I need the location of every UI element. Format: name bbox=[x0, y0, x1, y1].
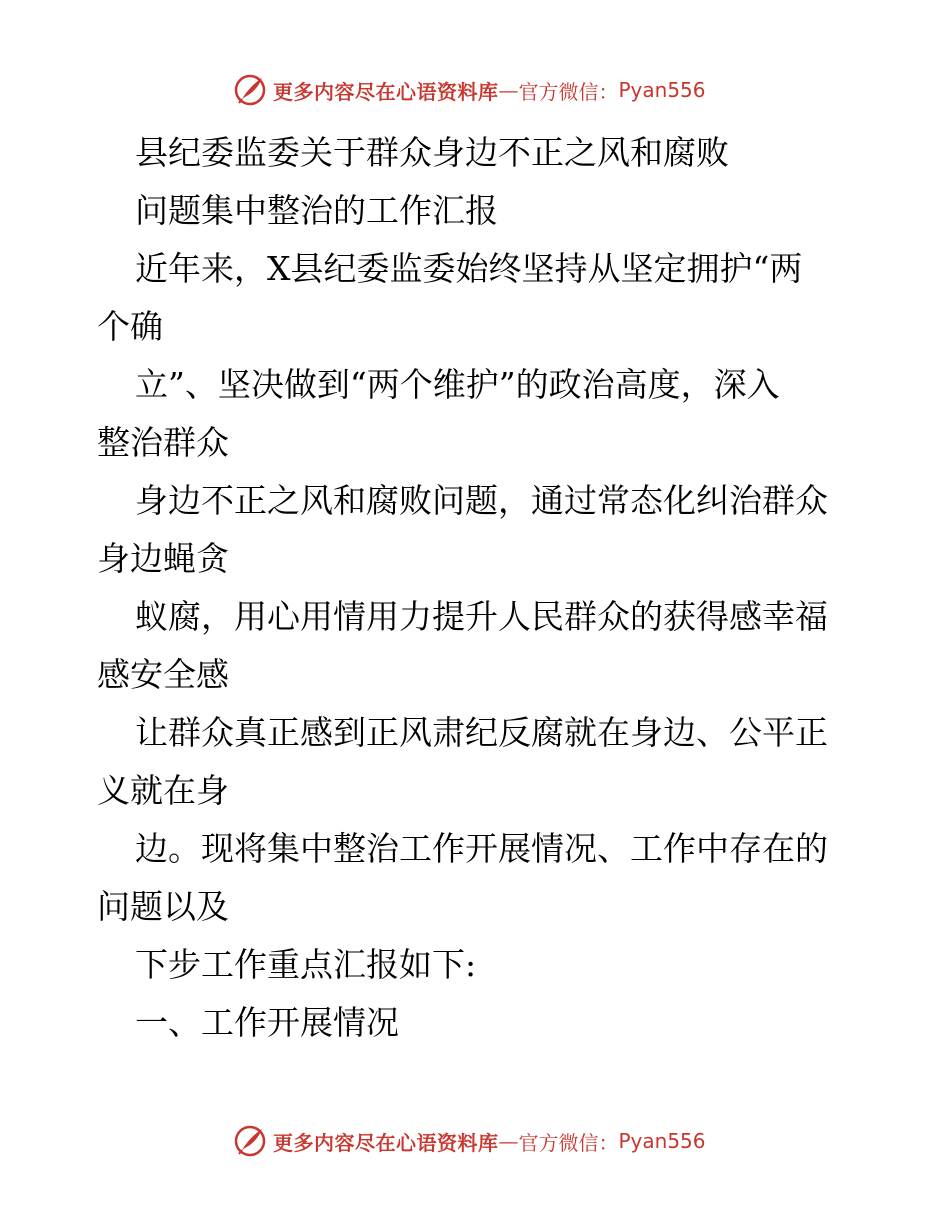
quill-pen-logo-icon bbox=[233, 73, 267, 107]
text-line: 身边不正之风和腐败问题，通过常态化纠治群众 bbox=[135, 481, 828, 520]
text-line: 个确 bbox=[97, 307, 163, 346]
banner-wechat-id: Pyan556 bbox=[618, 78, 706, 102]
banner-main-text: 更多内容尽在心语资料库 bbox=[273, 79, 499, 104]
banner-sub-text: 官方微信： bbox=[518, 1130, 619, 1155]
text-line: 边。现将集中整治工作开展情况、工作中存在的 bbox=[135, 829, 828, 868]
text-line: 一、工作开展情况 bbox=[135, 1003, 399, 1042]
banner-main-text: 更多内容尽在心语资料库 bbox=[273, 1130, 499, 1155]
text-line: 立”、坚决做到“两个维护”的政治高度，深入 bbox=[135, 365, 780, 404]
text-line: 义就在身 bbox=[97, 771, 229, 810]
banner-separator: — bbox=[498, 78, 519, 102]
footer-banner bbox=[233, 1124, 753, 1158]
text-line: 问题以及 bbox=[97, 887, 229, 926]
text-line: 身边蝇贪 bbox=[97, 539, 229, 578]
text-line: 蚁腐，用心用情用力提升人民群众的获得感幸福 bbox=[135, 597, 828, 636]
banner-sub-text: 官方微信： bbox=[518, 79, 619, 104]
text-line: 感安全感 bbox=[97, 655, 229, 694]
quill-pen-logo-icon bbox=[233, 1124, 267, 1158]
header-banner bbox=[233, 73, 753, 107]
text-line: 下步工作重点汇报如下: bbox=[135, 945, 477, 984]
banner-separator: — bbox=[498, 1129, 519, 1153]
document-body bbox=[97, 124, 857, 1052]
text-line: 整治群众 bbox=[97, 423, 229, 462]
text-line: 近年来，X县纪委监委始终坚持从坚定拥护“两 bbox=[135, 249, 803, 288]
banner-wechat-id: Pyan556 bbox=[618, 1129, 706, 1153]
text-line: 问题集中整治的工作汇报 bbox=[135, 191, 498, 230]
text-line: 县纪委监委关于群众身边不正之风和腐败 bbox=[135, 133, 729, 172]
text-line: 让群众真正感到正风肃纪反腐就在身边、公平正 bbox=[135, 713, 828, 752]
